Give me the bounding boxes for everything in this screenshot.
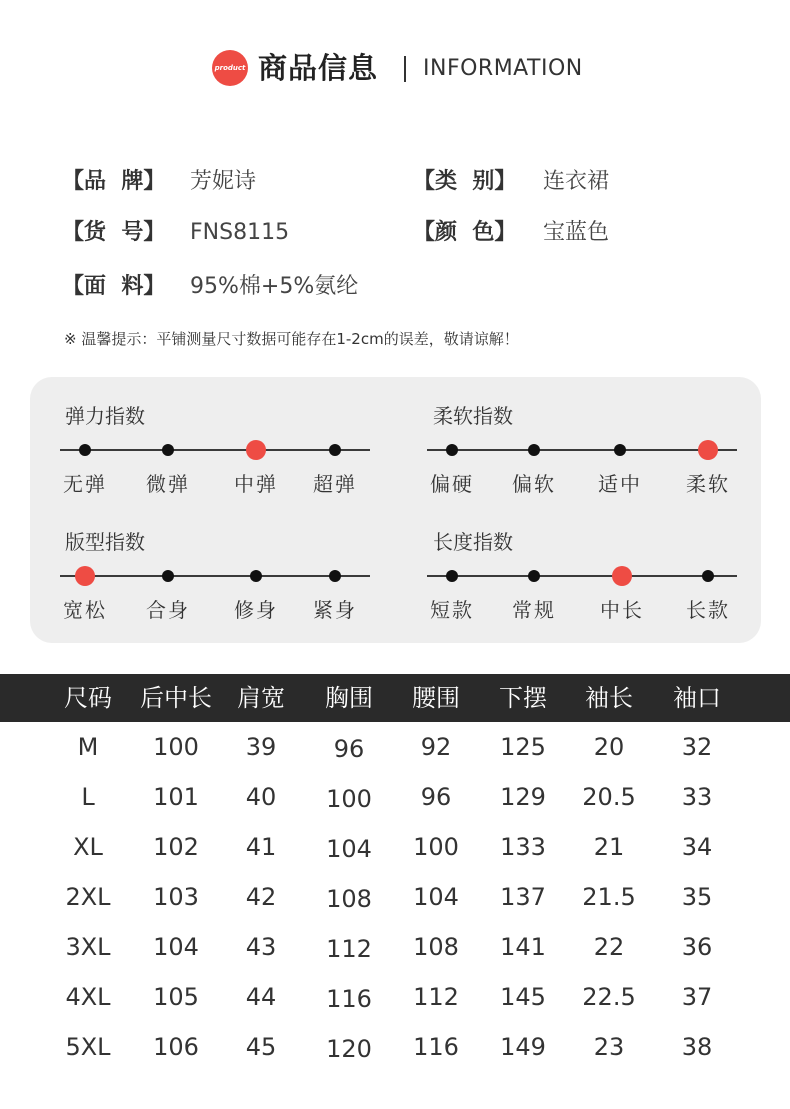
cell-hem: 141 (500, 933, 546, 961)
item-no-value: FNS8115 (190, 220, 290, 245)
cell-size: M (77, 733, 99, 761)
cell-back-length: 102 (153, 833, 199, 861)
brand-value: 芳妮诗 (190, 169, 257, 194)
cell-back-length: 105 (153, 983, 199, 1011)
elasticity-index-dot (329, 444, 341, 456)
cell-waist: 92 (420, 733, 452, 761)
elasticity-index-option: 超弹 (313, 472, 357, 496)
section-header (0, 44, 790, 92)
length-index-option: 中长 (600, 598, 644, 622)
color-value: 宝蓝色 (543, 220, 610, 245)
cell-size: 4XL (65, 983, 111, 1011)
fit-index-dot (329, 570, 341, 582)
cell-hem: 149 (500, 1033, 546, 1061)
cell-back-length: 104 (153, 933, 199, 961)
cell-hem: 133 (500, 833, 546, 861)
cell-cuff: 35 (681, 883, 713, 911)
cell-hem: 125 (500, 733, 546, 761)
length-index-dot (446, 570, 458, 582)
fit-index-option: 修身 (234, 598, 278, 622)
cell-chest: 96 (333, 735, 365, 763)
length-index-scale-line (427, 575, 737, 577)
cell-shoulder: 40 (245, 783, 277, 811)
cell-size: L (81, 783, 95, 811)
cell-waist: 108 (413, 933, 459, 961)
brand-label: 【品 牌】 (62, 169, 166, 194)
cell-back-length: 101 (153, 783, 199, 811)
elasticity-index-option: 微弹 (146, 472, 190, 496)
item-no-label: 【货 号】 (62, 220, 166, 245)
cell-chest: 104 (326, 835, 372, 863)
elasticity-index-dot (162, 444, 174, 456)
fit-index-option: 合身 (146, 598, 190, 622)
color-label: 【颜 色】 (413, 220, 517, 245)
length-index-title: 长度指数 (433, 530, 513, 554)
cell-shoulder: 41 (245, 833, 277, 861)
cell-waist: 100 (413, 833, 459, 861)
cell-cuff: 34 (681, 833, 713, 861)
length-index-option: 常规 (512, 598, 556, 622)
cell-chest: 100 (326, 785, 372, 813)
length-index-option: 短款 (430, 598, 474, 622)
softness-index-title: 柔软指数 (433, 404, 513, 428)
fit-index-option: 宽松 (63, 598, 107, 622)
fit-index-option: 紧身 (313, 598, 357, 622)
cell-hem: 129 (500, 783, 546, 811)
cell-chest: 108 (326, 885, 372, 913)
softness-index-option: 适中 (598, 472, 642, 496)
fit-index-dot-selected (75, 566, 95, 586)
cell-chest: 120 (326, 1035, 372, 1063)
length-index-option: 长款 (686, 598, 730, 622)
cell-waist: 96 (420, 783, 452, 811)
cell-hem: 145 (500, 983, 546, 1011)
cell-chest: 112 (326, 935, 372, 963)
cell-cuff: 37 (681, 983, 713, 1011)
softness-index-option: 柔软 (686, 472, 730, 496)
cell-waist: 112 (413, 983, 459, 1011)
cell-cuff: 33 (681, 783, 713, 811)
cell-shoulder: 44 (245, 983, 277, 1011)
cell-shoulder: 39 (245, 733, 277, 761)
softness-index-dot (614, 444, 626, 456)
elasticity-index-title: 弹力指数 (65, 404, 145, 428)
softness-index-dot-selected (698, 440, 718, 460)
fit-index-title: 版型指数 (65, 530, 145, 554)
cell-cuff: 38 (681, 1033, 713, 1061)
cell-sleeve-length: 22 (593, 933, 625, 961)
th-shoulder: 肩宽 (237, 684, 285, 712)
fabric-label: 【面 料】 (62, 274, 166, 299)
elasticity-index-scale-line (60, 449, 370, 451)
fit-index-dot (250, 570, 262, 582)
cell-size: 3XL (65, 933, 111, 961)
title-divider (404, 56, 406, 82)
softness-index-option: 偏软 (512, 472, 556, 496)
cell-hem: 137 (500, 883, 546, 911)
cell-cuff: 36 (681, 933, 713, 961)
elasticity-index-dot (79, 444, 91, 456)
softness-index-option: 偏硬 (430, 472, 474, 496)
cell-sleeve-length: 20.5 (582, 783, 636, 811)
section-title-en: INFORMATION (423, 56, 583, 81)
cell-back-length: 103 (153, 883, 199, 911)
th-cuff: 袖口 (673, 684, 721, 712)
cell-size: 5XL (65, 1033, 111, 1061)
cell-chest: 116 (326, 985, 372, 1013)
cell-back-length: 100 (153, 733, 199, 761)
th-sleeve-length: 袖长 (585, 684, 633, 712)
category-value: 连衣裙 (543, 169, 610, 194)
product-badge: product (212, 50, 248, 86)
cell-waist: 104 (413, 883, 459, 911)
cell-size: 2XL (65, 883, 111, 911)
cell-sleeve-length: 21 (593, 833, 625, 861)
cell-back-length: 106 (153, 1033, 199, 1061)
measurement-tip: ※ 温馨提示：平铺测量尺寸数据可能存在1-2cm的误差，敬请谅解！ (64, 330, 519, 348)
category-label: 【类 别】 (413, 169, 517, 194)
cell-shoulder: 42 (245, 883, 277, 911)
length-index-dot-selected (612, 566, 632, 586)
softness-index-dot (446, 444, 458, 456)
th-chest: 胸围 (325, 684, 373, 712)
th-hem: 下摆 (499, 684, 547, 712)
cell-waist: 116 (413, 1033, 459, 1061)
cell-sleeve-length: 23 (593, 1033, 625, 1061)
size-table-header (0, 674, 790, 722)
fit-index-dot (162, 570, 174, 582)
section-title-cn: 商品信息 (258, 51, 379, 85)
length-index-dot (702, 570, 714, 582)
fit-index-scale-line (60, 575, 370, 577)
softness-index-dot (528, 444, 540, 456)
cell-shoulder: 45 (245, 1033, 277, 1061)
elasticity-index-option: 中弹 (234, 472, 278, 496)
cell-sleeve-length: 21.5 (582, 883, 636, 911)
elasticity-index-option: 无弹 (63, 472, 107, 496)
elasticity-index-dot-selected (246, 440, 266, 460)
cell-sleeve-length: 22.5 (582, 983, 636, 1011)
cell-cuff: 32 (681, 733, 713, 761)
cell-shoulder: 43 (245, 933, 277, 961)
th-back-length: 后中长 (140, 684, 212, 712)
length-index-dot (528, 570, 540, 582)
th-size: 尺码 (64, 684, 112, 712)
th-waist: 腰围 (412, 684, 460, 712)
cell-size: XL (73, 833, 103, 861)
cell-sleeve-length: 20 (593, 733, 625, 761)
softness-index-scale-line (427, 449, 737, 451)
fabric-value: 95%棉+5%氨纶 (190, 274, 359, 299)
